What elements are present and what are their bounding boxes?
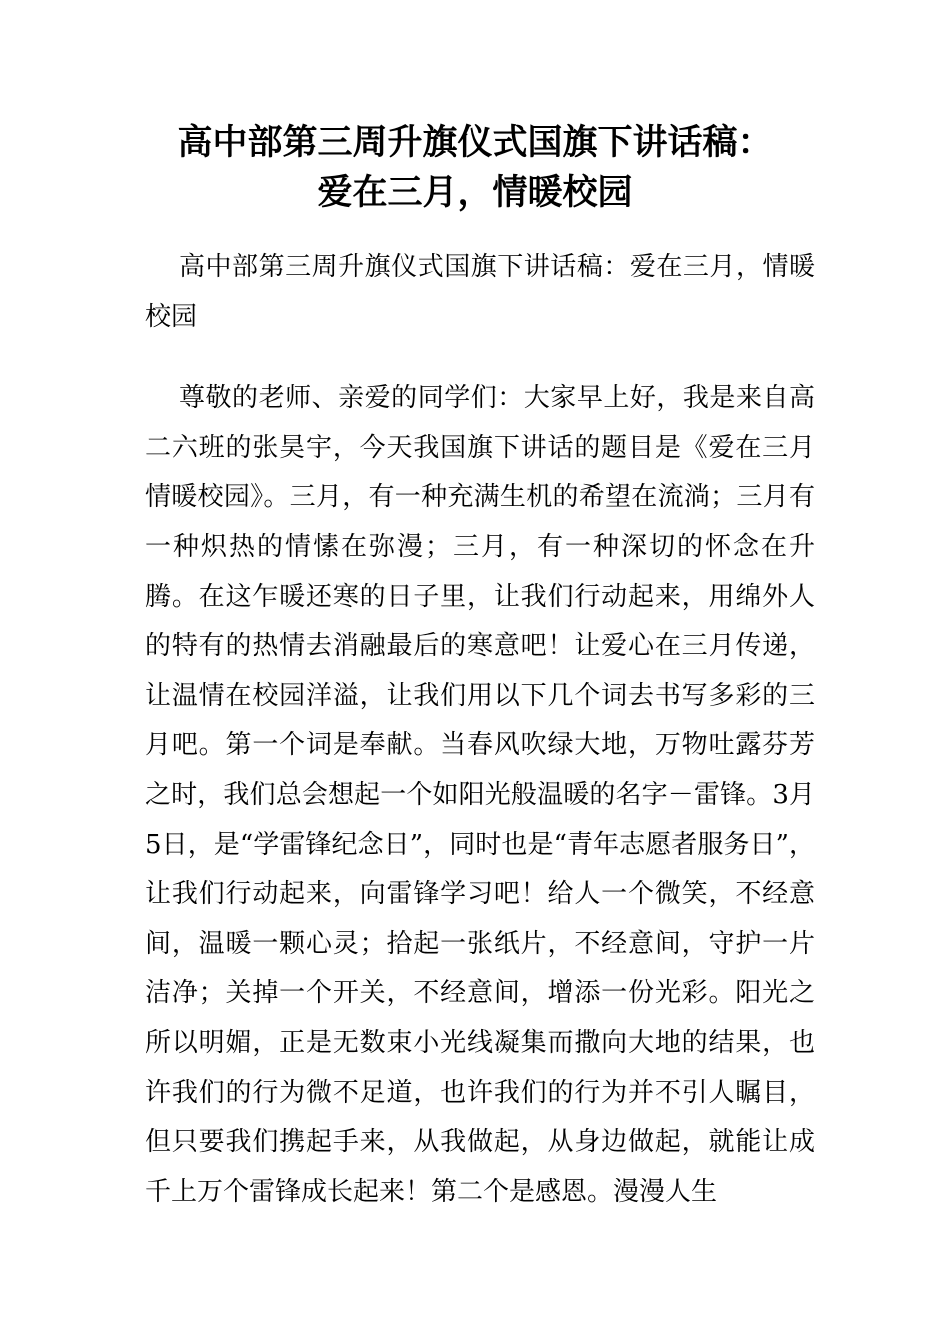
- title-line-1: 高中部第三周升旗仪式国旗下讲话稿：: [177, 122, 773, 163]
- document-body: [145, 243, 815, 1217]
- paragraph-speech: 尊敬的老师、亲爱的同学们：大家早上好，我是来自高二六班的张昊宇，今天我国旗下讲话的题目是《爱在三月情暖校园》。三月，有一种充满生机的希望在流淌；三月有一种炽热的情愫在弥漫；三月，有一种深切的怀念在升腾。在这乍暖还寒的日子里，让我们行动起来，用绵外人的特有的热情去消融最后的寒意吧！让爱心在三月传递，让温情在校园洋溢，让我们用以下几个词去书写多彩的三月吧。第一个词是奉献。当春风吹绿大地，万物吐露芬芳之时，我们总会想起一个如阳光般温暖的名字－雷锋。3月5日，是“学雷锋纪念日”，同时也是“青年志愿者服务日”，让我们行动起来，向雷锋学习吧！给人一个微笑，不经意间，温暖一颗心灵；拾起一张纸片，不经意间，守护一片洁净；关掉一个开关，不经意间，增添一份光彩。阳光之所以明媚，正是无数束小光线凝集而撒向大地的结果，也许我们的行为微不足道，也许我们的行为并不引人瞩目，但只要我们携起手来，从我做起，从身边做起，就能让成千上万个雷锋成长起来！第二个是感恩。漫漫人生: [145, 383, 815, 1207]
- document-title: [120, 118, 830, 218]
- title-line-2: 爱在三月，情暖校园: [317, 172, 633, 213]
- paragraph-subtitle: 高中部第三周升旗仪式国旗下讲话稿：爱在三月，情暖校园: [145, 252, 815, 332]
